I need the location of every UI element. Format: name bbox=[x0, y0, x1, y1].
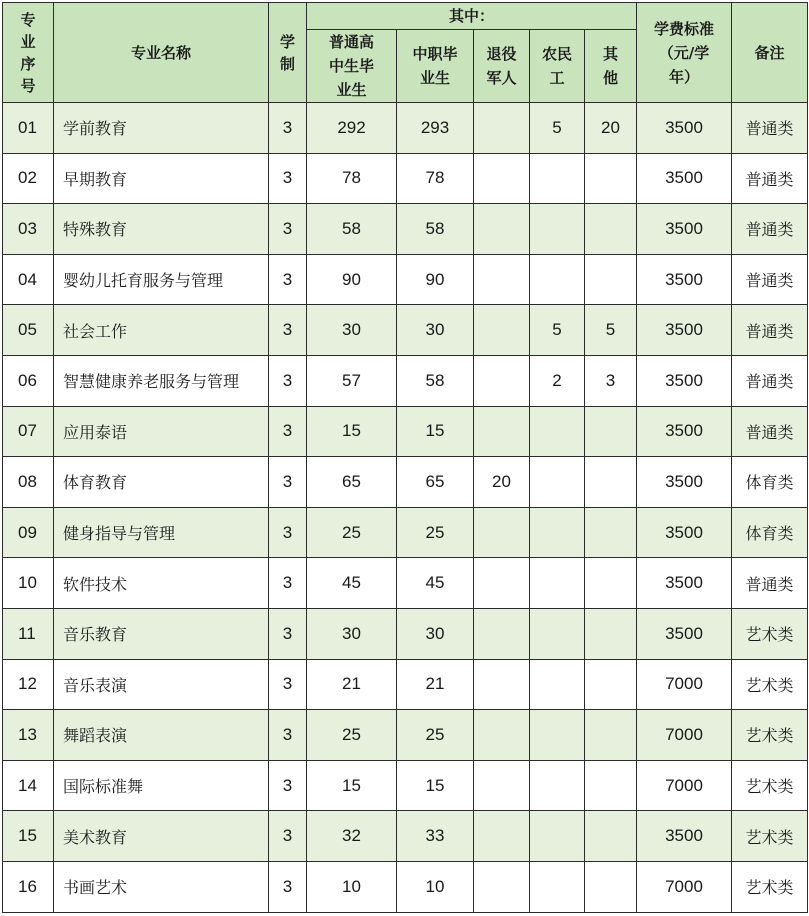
header-years: 学制 bbox=[269, 3, 307, 103]
cell-seq: 02 bbox=[3, 153, 54, 204]
cell-fee: 3500 bbox=[637, 457, 732, 508]
table-row bbox=[3, 710, 808, 761]
cell-seq: 13 bbox=[3, 710, 54, 761]
cell-seq: 04 bbox=[3, 254, 54, 305]
cell-name: 舞蹈表演 bbox=[54, 710, 269, 761]
cell-veteran bbox=[474, 254, 530, 305]
cell-gaozhong: 45 bbox=[307, 558, 397, 609]
cell-migrant bbox=[530, 710, 585, 761]
cell-zhongzhi: 45 bbox=[397, 558, 474, 609]
cell-migrant: 2 bbox=[530, 355, 585, 406]
cell-seq: 14 bbox=[3, 760, 54, 811]
cell-migrant: 5 bbox=[530, 103, 585, 154]
cell-years: 3 bbox=[269, 760, 307, 811]
cell-veteran bbox=[474, 608, 530, 659]
cell-years: 3 bbox=[269, 507, 307, 558]
cell-note: 普通类 bbox=[732, 153, 808, 204]
cell-years: 3 bbox=[269, 811, 307, 862]
table-row bbox=[3, 103, 808, 154]
cell-zhongzhi: 90 bbox=[397, 254, 474, 305]
cell-other bbox=[585, 608, 637, 659]
cell-veteran bbox=[474, 760, 530, 811]
header-other: 其 他 bbox=[585, 30, 637, 103]
cell-seq: 05 bbox=[3, 305, 54, 356]
cell-seq: 09 bbox=[3, 507, 54, 558]
cell-veteran bbox=[474, 355, 530, 406]
table-row bbox=[3, 305, 808, 356]
cell-zhongzhi: 65 bbox=[397, 457, 474, 508]
header-fee: 学费标准 （元/学 年） bbox=[637, 3, 732, 103]
cell-name: 音乐教育 bbox=[54, 608, 269, 659]
cell-seq: 15 bbox=[3, 811, 54, 862]
header-gaozhong: 普通高 中生毕 业生 bbox=[307, 30, 397, 103]
cell-veteran bbox=[474, 811, 530, 862]
cell-years: 3 bbox=[269, 457, 307, 508]
cell-years: 3 bbox=[269, 861, 307, 912]
cell-years: 3 bbox=[269, 659, 307, 710]
cell-zhongzhi: 25 bbox=[397, 507, 474, 558]
cell-veteran bbox=[474, 204, 530, 255]
cell-veteran bbox=[474, 406, 530, 457]
cell-note: 普通类 bbox=[732, 254, 808, 305]
cell-name: 国际标准舞 bbox=[54, 760, 269, 811]
cell-zhongzhi: 15 bbox=[397, 760, 474, 811]
cell-veteran bbox=[474, 103, 530, 154]
table-row bbox=[3, 861, 808, 912]
cell-note: 普通类 bbox=[732, 558, 808, 609]
cell-seq: 10 bbox=[3, 558, 54, 609]
cell-fee: 7000 bbox=[637, 710, 732, 761]
cell-zhongzhi: 30 bbox=[397, 608, 474, 659]
cell-years: 3 bbox=[269, 153, 307, 204]
cell-other: 20 bbox=[585, 103, 637, 154]
cell-seq: 06 bbox=[3, 355, 54, 406]
cell-gaozhong: 15 bbox=[307, 760, 397, 811]
cell-years: 3 bbox=[269, 254, 307, 305]
cell-years: 3 bbox=[269, 204, 307, 255]
cell-other: 3 bbox=[585, 355, 637, 406]
cell-zhongzhi: 58 bbox=[397, 204, 474, 255]
cell-migrant bbox=[530, 811, 585, 862]
cell-seq: 12 bbox=[3, 659, 54, 710]
cell-migrant bbox=[530, 608, 585, 659]
cell-fee: 3500 bbox=[637, 608, 732, 659]
cell-gaozhong: 58 bbox=[307, 204, 397, 255]
cell-gaozhong: 15 bbox=[307, 406, 397, 457]
cell-fee: 3500 bbox=[637, 558, 732, 609]
cell-note: 普通类 bbox=[732, 355, 808, 406]
cell-name: 音乐表演 bbox=[54, 659, 269, 710]
cell-name: 书画艺术 bbox=[54, 861, 269, 912]
cell-migrant bbox=[530, 406, 585, 457]
cell-fee: 3500 bbox=[637, 355, 732, 406]
cell-migrant bbox=[530, 558, 585, 609]
cell-note: 普通类 bbox=[732, 305, 808, 356]
cell-name: 美术教育 bbox=[54, 811, 269, 862]
cell-other bbox=[585, 406, 637, 457]
enrollment-plan-table bbox=[2, 2, 808, 913]
cell-years: 3 bbox=[269, 406, 307, 457]
cell-veteran bbox=[474, 305, 530, 356]
cell-migrant bbox=[530, 507, 585, 558]
cell-migrant bbox=[530, 204, 585, 255]
header-name: 专业名称 bbox=[54, 3, 269, 103]
cell-veteran bbox=[474, 558, 530, 609]
cell-gaozhong: 25 bbox=[307, 507, 397, 558]
cell-veteran bbox=[474, 659, 530, 710]
cell-veteran bbox=[474, 507, 530, 558]
cell-migrant bbox=[530, 457, 585, 508]
cell-migrant bbox=[530, 153, 585, 204]
cell-zhongzhi: 30 bbox=[397, 305, 474, 356]
cell-seq: 08 bbox=[3, 457, 54, 508]
cell-zhongzhi: 15 bbox=[397, 406, 474, 457]
cell-gaozhong: 30 bbox=[307, 608, 397, 659]
cell-zhongzhi: 78 bbox=[397, 153, 474, 204]
cell-name: 社会工作 bbox=[54, 305, 269, 356]
table-body bbox=[3, 103, 808, 913]
cell-fee: 3500 bbox=[637, 811, 732, 862]
cell-note: 艺术类 bbox=[732, 608, 808, 659]
cell-seq: 01 bbox=[3, 103, 54, 154]
cell-veteran bbox=[474, 153, 530, 204]
cell-zhongzhi: 10 bbox=[397, 861, 474, 912]
cell-name: 学前教育 bbox=[54, 103, 269, 154]
cell-name: 特殊教育 bbox=[54, 204, 269, 255]
cell-gaozhong: 57 bbox=[307, 355, 397, 406]
cell-gaozhong: 10 bbox=[307, 861, 397, 912]
cell-note: 普通类 bbox=[732, 204, 808, 255]
cell-veteran bbox=[474, 861, 530, 912]
cell-name: 婴幼儿托育服务与管理 bbox=[54, 254, 269, 305]
cell-veteran bbox=[474, 710, 530, 761]
table-row bbox=[3, 153, 808, 204]
cell-other bbox=[585, 457, 637, 508]
table-row bbox=[3, 558, 808, 609]
table-row bbox=[3, 355, 808, 406]
cell-gaozhong: 25 bbox=[307, 710, 397, 761]
cell-name: 智慧健康养老服务与管理 bbox=[54, 355, 269, 406]
table-row bbox=[3, 254, 808, 305]
cell-note: 普通类 bbox=[732, 103, 808, 154]
cell-name: 早期教育 bbox=[54, 153, 269, 204]
cell-fee: 3500 bbox=[637, 254, 732, 305]
cell-years: 3 bbox=[269, 103, 307, 154]
cell-zhongzhi: 293 bbox=[397, 103, 474, 154]
header-veteran: 退役 军人 bbox=[474, 30, 530, 103]
cell-gaozhong: 65 bbox=[307, 457, 397, 508]
cell-other bbox=[585, 710, 637, 761]
header-migrant: 农民 工 bbox=[530, 30, 585, 103]
cell-other bbox=[585, 811, 637, 862]
table-row bbox=[3, 406, 808, 457]
cell-note: 艺术类 bbox=[732, 861, 808, 912]
cell-migrant bbox=[530, 254, 585, 305]
cell-fee: 3500 bbox=[637, 507, 732, 558]
cell-seq: 07 bbox=[3, 406, 54, 457]
cell-seq: 03 bbox=[3, 204, 54, 255]
cell-other bbox=[585, 659, 637, 710]
cell-gaozhong: 90 bbox=[307, 254, 397, 305]
cell-other bbox=[585, 204, 637, 255]
cell-note: 体育类 bbox=[732, 507, 808, 558]
cell-years: 3 bbox=[269, 710, 307, 761]
cell-seq: 16 bbox=[3, 861, 54, 912]
cell-migrant: 5 bbox=[530, 305, 585, 356]
cell-years: 3 bbox=[269, 305, 307, 356]
cell-gaozhong: 32 bbox=[307, 811, 397, 862]
cell-fee: 3500 bbox=[637, 406, 732, 457]
cell-gaozhong: 21 bbox=[307, 659, 397, 710]
cell-fee: 3500 bbox=[637, 204, 732, 255]
cell-fee: 7000 bbox=[637, 861, 732, 912]
cell-gaozhong: 292 bbox=[307, 103, 397, 154]
table-row bbox=[3, 811, 808, 862]
cell-other bbox=[585, 153, 637, 204]
cell-name: 体育教育 bbox=[54, 457, 269, 508]
cell-other bbox=[585, 861, 637, 912]
cell-zhongzhi: 25 bbox=[397, 710, 474, 761]
table-row bbox=[3, 457, 808, 508]
cell-other bbox=[585, 558, 637, 609]
cell-years: 3 bbox=[269, 558, 307, 609]
cell-gaozhong: 30 bbox=[307, 305, 397, 356]
table-row bbox=[3, 507, 808, 558]
cell-veteran: 20 bbox=[474, 457, 530, 508]
cell-migrant bbox=[530, 659, 585, 710]
cell-migrant bbox=[530, 861, 585, 912]
header-note: 备注 bbox=[732, 3, 808, 103]
header-zhongzhi: 中职毕 业生 bbox=[397, 30, 474, 103]
table-row bbox=[3, 760, 808, 811]
cell-other bbox=[585, 254, 637, 305]
cell-zhongzhi: 58 bbox=[397, 355, 474, 406]
cell-other bbox=[585, 760, 637, 811]
cell-fee: 3500 bbox=[637, 153, 732, 204]
cell-fee: 7000 bbox=[637, 659, 732, 710]
cell-fee: 3500 bbox=[637, 103, 732, 154]
table-row bbox=[3, 608, 808, 659]
table-row bbox=[3, 204, 808, 255]
table-row bbox=[3, 659, 808, 710]
header-of-which: 其中： bbox=[307, 3, 637, 30]
cell-name: 健身指导与管理 bbox=[54, 507, 269, 558]
cell-fee: 7000 bbox=[637, 760, 732, 811]
cell-note: 艺术类 bbox=[732, 760, 808, 811]
cell-years: 3 bbox=[269, 608, 307, 659]
cell-note: 艺术类 bbox=[732, 659, 808, 710]
cell-years: 3 bbox=[269, 355, 307, 406]
header-seq: 专业序号 bbox=[3, 3, 54, 103]
cell-name: 软件技术 bbox=[54, 558, 269, 609]
cell-note: 普通类 bbox=[732, 406, 808, 457]
cell-fee: 3500 bbox=[637, 305, 732, 356]
cell-other: 5 bbox=[585, 305, 637, 356]
cell-name: 应用泰语 bbox=[54, 406, 269, 457]
cell-other bbox=[585, 507, 637, 558]
cell-seq: 11 bbox=[3, 608, 54, 659]
cell-note: 艺术类 bbox=[732, 811, 808, 862]
cell-gaozhong: 78 bbox=[307, 153, 397, 204]
cell-migrant bbox=[530, 760, 585, 811]
cell-zhongzhi: 33 bbox=[397, 811, 474, 862]
cell-zhongzhi: 21 bbox=[397, 659, 474, 710]
cell-note: 艺术类 bbox=[732, 710, 808, 761]
cell-note: 体育类 bbox=[732, 457, 808, 508]
